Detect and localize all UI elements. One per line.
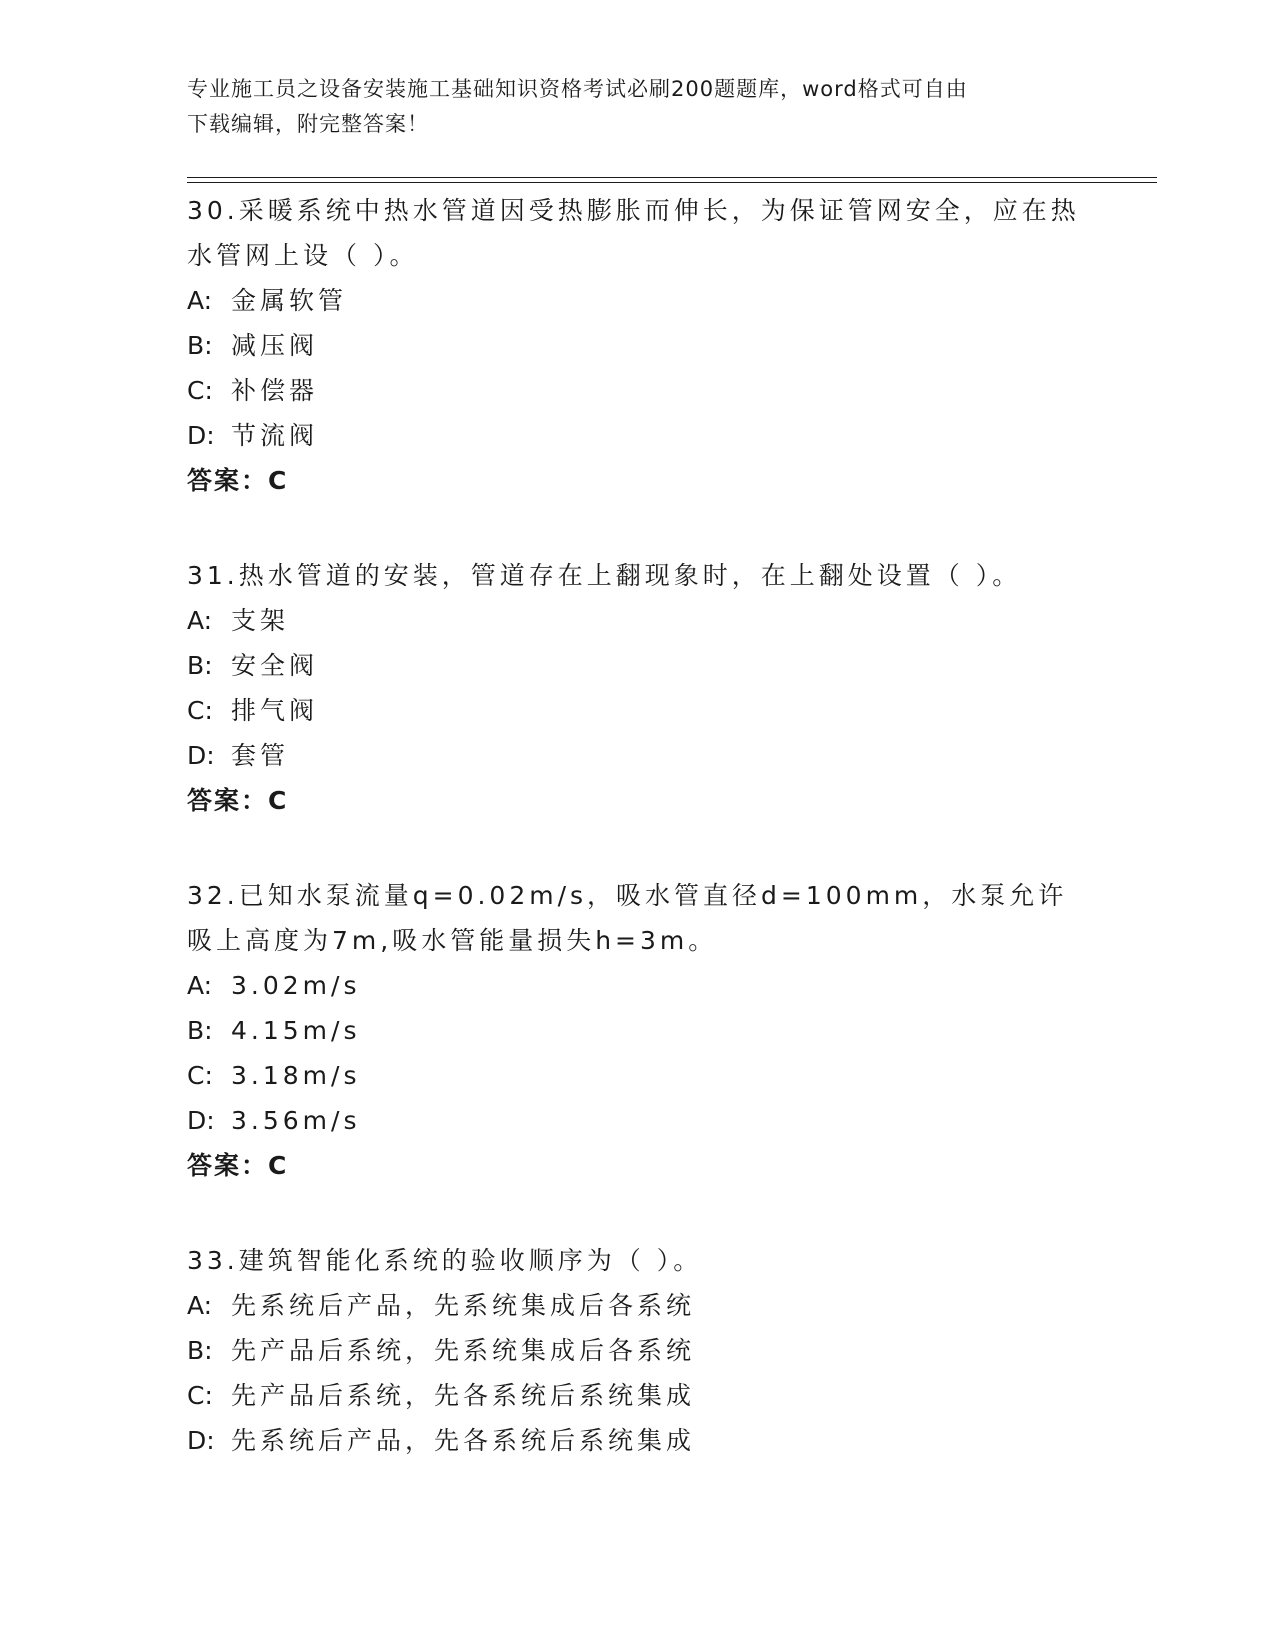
option-text: 4.15m/s xyxy=(231,1016,361,1045)
question-stem: 33.建筑智能化系统的验收顺序为（ ）。 xyxy=(187,1246,703,1275)
option-text: 减压阀 xyxy=(231,331,319,360)
header-divider-bottom xyxy=(187,182,1157,183)
option-b xyxy=(187,1328,1087,1373)
option-letter: A: xyxy=(187,286,213,315)
option-letter: B: xyxy=(187,651,213,680)
option-text: 3.18m/s xyxy=(231,1061,361,1090)
option-d xyxy=(187,733,1087,778)
option-text: 支架 xyxy=(231,606,290,635)
question-33 xyxy=(187,1238,1087,1463)
option-text: 排气阀 xyxy=(231,696,319,725)
option-letter: D: xyxy=(187,1426,215,1455)
answer-line: 答案：C xyxy=(187,1151,289,1180)
option-letter: A: xyxy=(187,606,213,635)
option-text: 安全阀 xyxy=(231,651,319,680)
option-a xyxy=(187,598,1087,643)
answer-line: 答案：C xyxy=(187,466,289,495)
option-text: 金属软管 xyxy=(231,286,348,315)
option-text: 3.56m/s xyxy=(231,1106,361,1135)
header-line-2: 下载编辑，附完整答案！ xyxy=(187,112,429,136)
option-letter: C: xyxy=(187,696,213,725)
option-letter: D: xyxy=(187,1106,215,1135)
question-32 xyxy=(187,873,1087,1188)
option-text: 补偿器 xyxy=(231,376,319,405)
option-b xyxy=(187,643,1087,688)
option-c xyxy=(187,1373,1087,1418)
option-d xyxy=(187,413,1087,458)
header-divider-top xyxy=(187,177,1157,178)
option-text: 节流阀 xyxy=(231,421,319,450)
option-a xyxy=(187,278,1087,323)
option-b xyxy=(187,1008,1087,1053)
option-a xyxy=(187,963,1087,1008)
option-c xyxy=(187,368,1087,413)
header-line-1: 专业施工员之设备安装施工基础知识资格考试必刷200题题库，word格式可自由 xyxy=(187,77,968,101)
question-30 xyxy=(187,188,1087,503)
option-letter: A: xyxy=(187,971,213,1000)
option-text: 先系统后产品，先各系统后系统集成 xyxy=(231,1426,696,1455)
option-a xyxy=(187,1283,1087,1328)
option-letter: C: xyxy=(187,1381,213,1410)
answer-line: 答案：C xyxy=(187,786,289,815)
option-letter: D: xyxy=(187,741,215,770)
option-letter: D: xyxy=(187,421,215,450)
option-b xyxy=(187,323,1087,368)
option-letter: B: xyxy=(187,1336,213,1365)
question-31 xyxy=(187,553,1087,823)
option-text: 先产品后系统，先系统集成后各系统 xyxy=(231,1336,696,1365)
option-letter: A: xyxy=(187,1291,213,1320)
option-c xyxy=(187,688,1087,733)
option-text: 3.02m/s xyxy=(231,971,361,1000)
question-stem: 30.采暖系统中热水管道因受热膨胀而伸长，为保证管网安全，应在热水管网上设（ ）。 xyxy=(187,196,1080,270)
option-d xyxy=(187,1098,1087,1143)
question-stem: 32.已知水泵流量q=0.02m/s，吸水管直径d=100mm，水泵允许吸上高度为7m,吸水管能量损失h=3m。 xyxy=(187,881,1068,955)
document-header xyxy=(187,72,1087,142)
option-letter: C: xyxy=(187,376,213,405)
question-stem: 31.热水管道的安装，管道存在上翻现象时，在上翻处设置（ ）。 xyxy=(187,561,1022,590)
option-letter: B: xyxy=(187,1016,213,1045)
option-text: 先系统后产品，先系统集成后各系统 xyxy=(231,1291,696,1320)
option-letter: B: xyxy=(187,331,213,360)
option-text: 套管 xyxy=(231,741,290,770)
option-letter: C: xyxy=(187,1061,213,1090)
option-text: 先产品后系统，先各系统后系统集成 xyxy=(231,1381,696,1410)
option-d xyxy=(187,1418,1087,1463)
option-c xyxy=(187,1053,1087,1098)
